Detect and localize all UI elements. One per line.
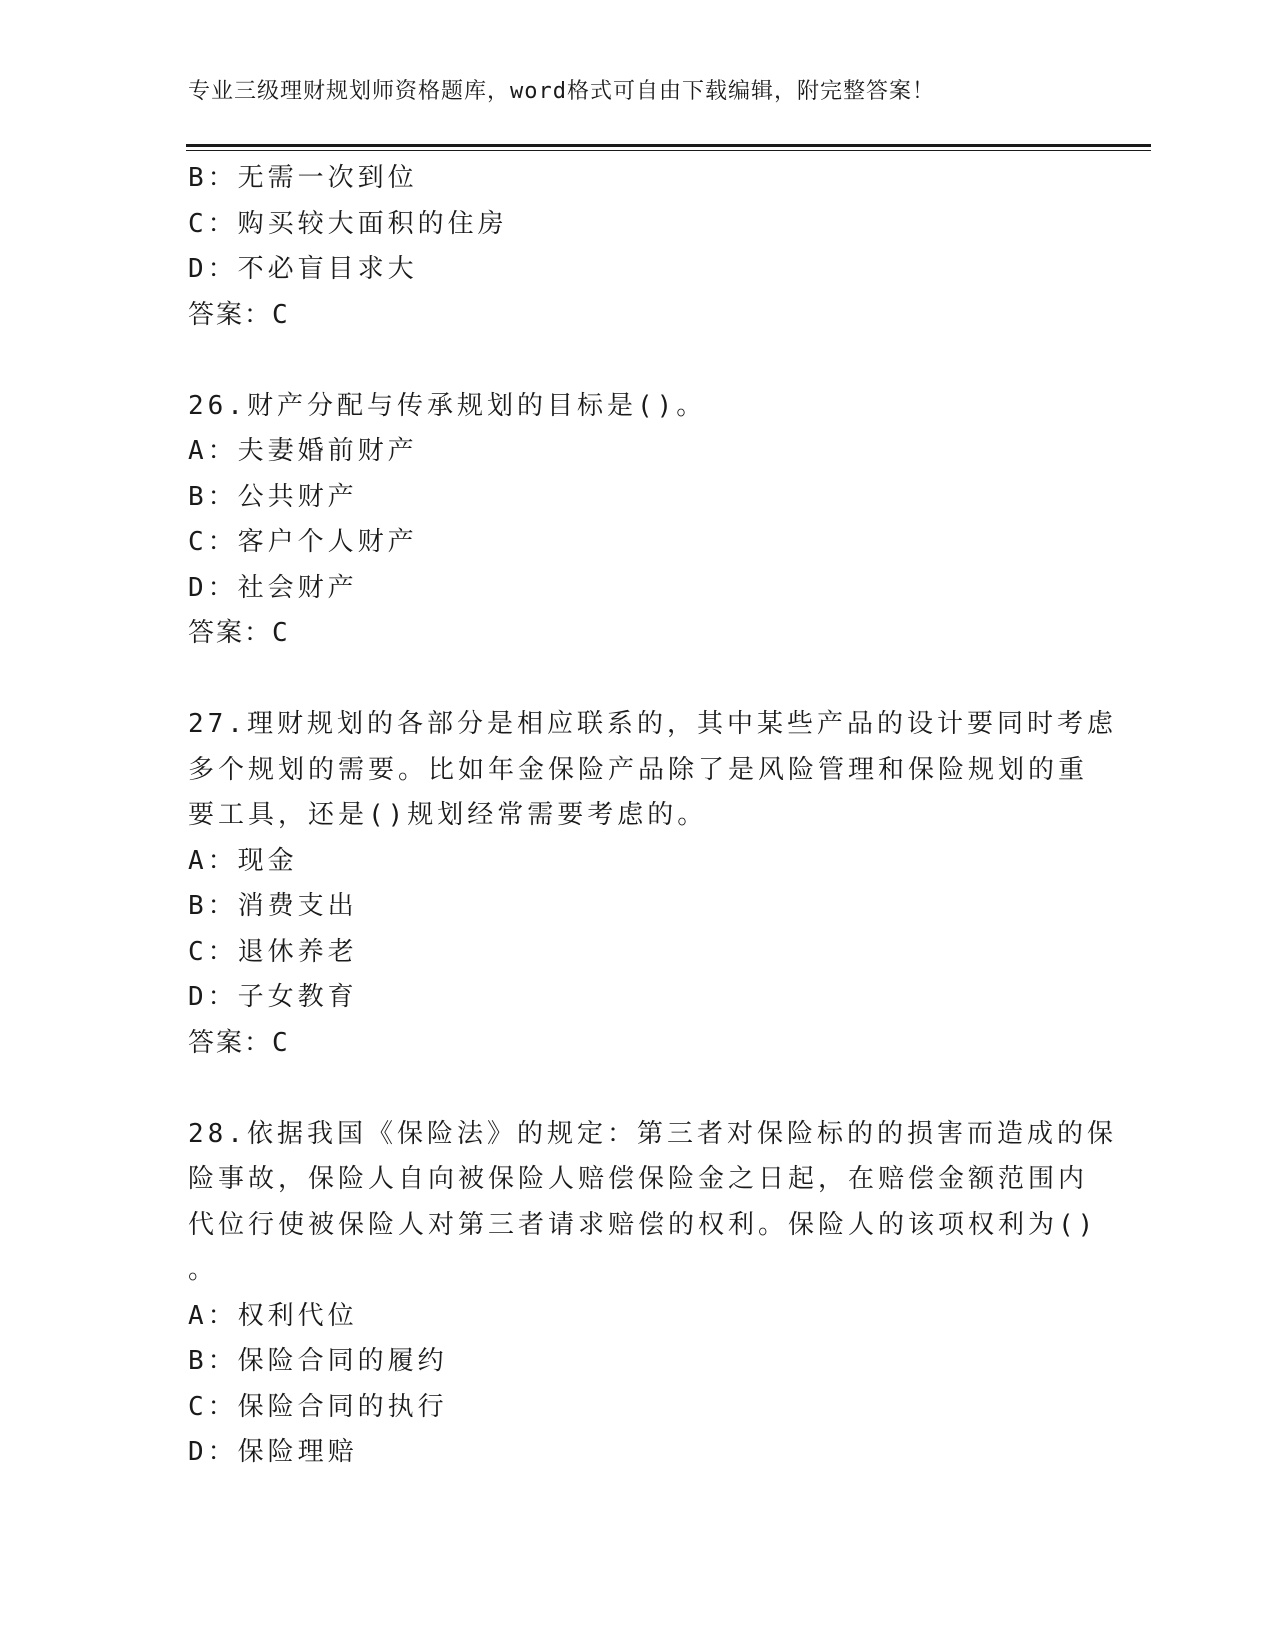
question-stem: 。 <box>188 1255 215 1285</box>
option-c: C：购买较大面积的住房 <box>188 208 508 239</box>
option-c: C：退休养老 <box>188 936 358 967</box>
question-stem: 要工具，还是()规划经常需要考虑的。 <box>188 800 708 830</box>
spacer <box>188 657 1068 703</box>
option-c: C：保险合同的执行 <box>188 1391 448 1422</box>
answer-line: 答案：C <box>188 618 290 648</box>
option-d: D：保险理赔 <box>188 1437 358 1467</box>
question-27 <box>188 702 1117 1066</box>
option-b: B：保险合同的履约 <box>188 1346 448 1376</box>
page-header: 专业三级理财规划师资格题库，word格式可自由下载编辑，附完整答案！ <box>188 79 935 104</box>
question-content <box>188 156 1117 1476</box>
option-a: A：权利代位 <box>188 1300 358 1331</box>
question-stem: 28.依据我国《保险法》的规定：第三者对保险标的的损害而造成的保 <box>188 1118 1117 1149</box>
answer-line: 答案：C <box>188 299 290 330</box>
spacer <box>188 338 1068 384</box>
question-stem: 多个规划的需要。比如年金保险产品除了是风险管理和保险规划的重 <box>188 754 1089 785</box>
question-stem: 代位行使被保险人对第三者请求赔偿的权利。保险人的该项权利为() <box>188 1209 1098 1240</box>
question-stem: 27.理财规划的各部分是相应联系的，其中某些产品的设计要同时考虑 <box>188 709 1117 739</box>
option-d: D：社会财产 <box>188 572 358 603</box>
answer-line: 答案：C <box>188 1027 290 1058</box>
option-a: A：夫妻婚前财产 <box>188 436 418 466</box>
header-rule-thick <box>186 144 1151 147</box>
option-b: B：无需一次到位 <box>188 163 418 193</box>
spacer <box>188 1066 1068 1112</box>
option-d: D：不必盲目求大 <box>188 254 418 284</box>
option-a: A：现金 <box>188 845 298 876</box>
option-d: D：子女教育 <box>188 982 358 1012</box>
question-stem: 26.财产分配与传承规划的目标是()。 <box>188 390 707 421</box>
question-26 <box>188 384 1068 657</box>
question-28 <box>188 1112 1117 1476</box>
option-c: C：客户个人财产 <box>188 527 418 557</box>
header-rule-thin <box>186 150 1151 151</box>
option-b: B：公共财产 <box>188 481 358 512</box>
option-b: B：消费支出 <box>188 891 358 921</box>
question-stem: 险事故，保险人自向被保险人赔偿保险金之日起，在赔偿金额范围内 <box>188 1164 1089 1194</box>
